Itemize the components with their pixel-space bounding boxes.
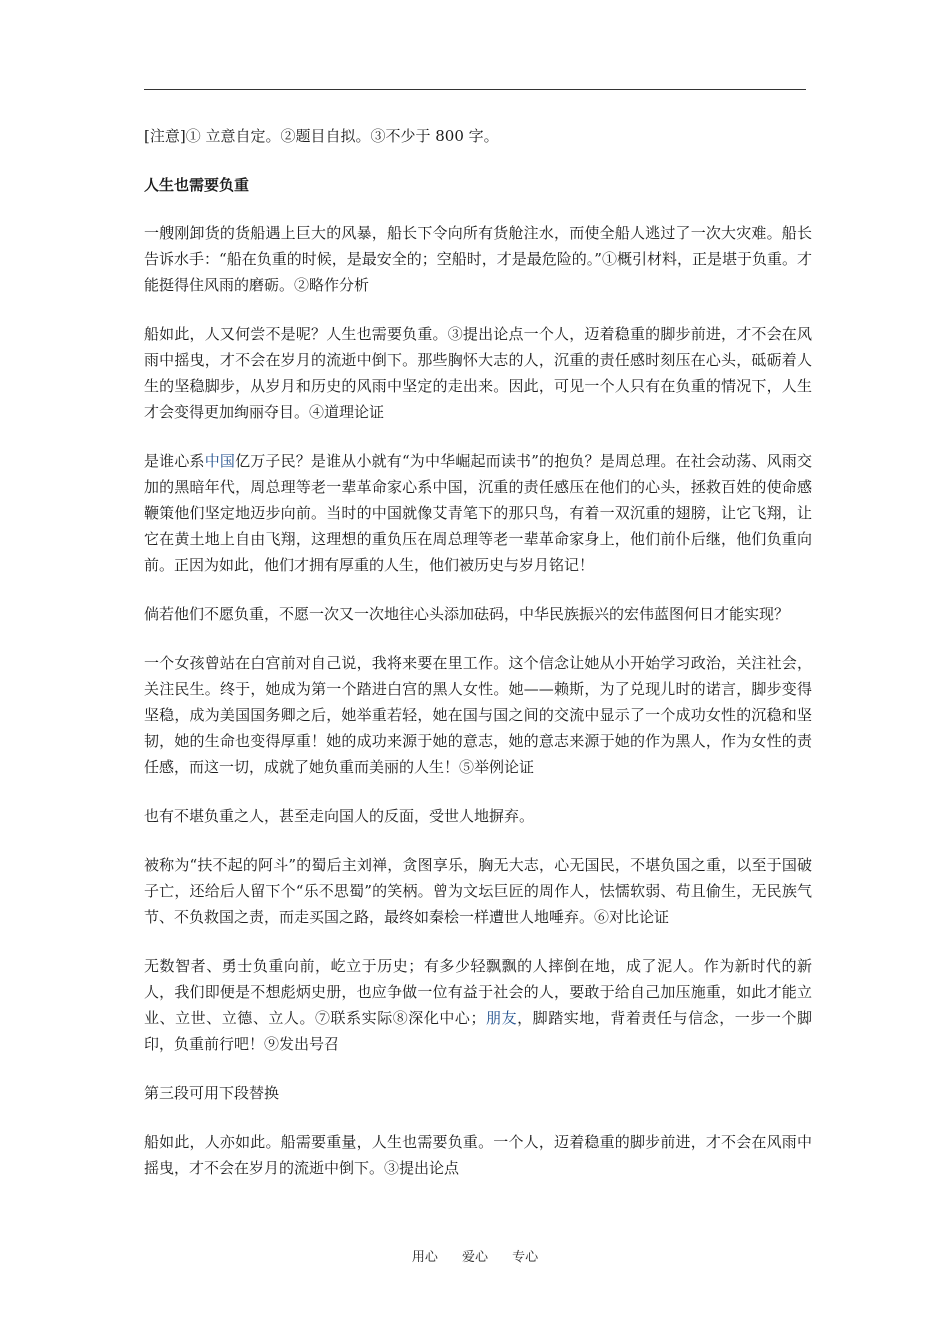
paragraph-1: 一艘刚卸货的货船遇上巨大的风暴，船长下令向所有货舱注水，而使全船人逃过了一次大灾难。船长告诉水手：“船在负重的时候，是最安全的；空船时，才是最危险的。”①概引材料，正是堪于负重。才能挺得住风雨的磨砺。②略作分析 (144, 224, 812, 294)
document-body (144, 123, 812, 1204)
header-rule (144, 89, 806, 90)
paragraph-4: 倘若他们不愿负重，不愿一次又一次地往心头添加砝码，中华民族振兴的宏伟蓝图何日才能实现？ (144, 605, 790, 623)
link-china[interactable]: 中国 (204, 452, 236, 470)
paragraph-8-rest: ，脚踏实地，背着责任与信念，一步一个脚印，负重前行吧！⑨发出号召 (144, 1009, 812, 1053)
paragraph-2: 船如此，人又何尝不是呢？人生也需要负重。③提出论点一个人，迈着稳重的脚步前进，才不会在风雨中摇曳，才不会在岁月的流逝中倒下。那些胸怀大志的人，沉重的责任感时刻压在心头，砥砺着人生的坚稳脚步，从岁月和历史的风雨中坚定的走出来。因此，可见一个人只有在负重的情况下，人生才会变得更加绚丽夺目。④道理论证 (144, 325, 812, 421)
notice-text: [注意]① 立意自定。②题目自拟。③不少于 800 字。 (144, 127, 499, 145)
paragraph-6: 也有不堪负重之人，甚至走向国人的反面，受世人地摒弃。 (144, 807, 535, 825)
paragraph-3 (144, 448, 812, 578)
link-friend[interactable]: 朋友 (485, 1009, 518, 1027)
paragraph-8-start: 无数智者、勇士负重向前，屹立于历史；有多少轻飘飘的人摔倒在地，成了泥人。作为新时代的新人，我们即便是不想彪炳史册，也应争做一位有益于社会的人，要敢于给自己加压施重，如此才能立业、立世、立德、立人。⑦联系实际⑧深化中心； (144, 957, 812, 1027)
paragraph-7: 被称为“扶不起的阿斗”的蜀后主刘禅，贪图享乐，胸无大志，心无国民，不堪负国之重，以至于国破子亡，还给后人留下个“乐不思蜀”的笑柄。曾为文坛巨匠的周作人，怯懦软弱、苟且偷生，无民族气节、不负救国之责，而走买国之路，最终如秦桧一样遭世人地唾弃。⑥对比论证 (144, 856, 812, 926)
page-footer: 用心 爱心 专心 (411, 1250, 539, 1265)
paragraph-8 (144, 953, 812, 1057)
paragraph-3-rest: 亿万子民？是谁从小就有“为中华崛起而读书”的抱负？是周总理。在社会动荡、风雨交加的黑暗年代，周总理等老一辈革命家心系中国，沉重的责任感压在他们的心头，拯救百姓的使命感鞭策他们坚定地迈步向前。当时的中国就像艾青笔下的那只鸟，有着一双沉重的翅膀，让它飞翔，让它在黄土地上自由飞翔，这理想的重负压在周总理等老一辈革命家身上，他们前仆后继，他们负重向前。正因为如此，他们才拥有厚重的人生，他们被历史与岁月铭记！ (144, 452, 812, 574)
paragraph-5: 一个女孩曾站在白宫前对自己说，我将来要在里工作。这个信念让她从小开始学习政治，关注社会，关注民生。终于，她成为第一个踏进白宫的黑人女性。她——赖斯，为了兑现儿时的诺言，脚步变得坚稳，成为美国国务卿之后，她举重若轻，她在国与国之间的交流中显示了一个成功女性的沉稳和坚韧，她的生命也变得厚重！她的成功来源于她的意志，她的意志来源于她的作为黑人，作为女性的责任感，而这一切，成就了她负重而美丽的人生！⑤举例论证 (144, 654, 812, 776)
paragraph-9: 第三段可用下段替换 (144, 1084, 280, 1102)
paragraph-10: 船如此，人亦如此。船需要重量，人生也需要负重。一个人，迈着稳重的脚步前进，才不会在风雨中摇曳，才不会在岁月的流逝中倒下。③提出论点 (144, 1133, 812, 1177)
paragraph-3-start: 是谁心系 (144, 452, 205, 470)
essay-title: 人生也需要负重 (144, 176, 250, 194)
